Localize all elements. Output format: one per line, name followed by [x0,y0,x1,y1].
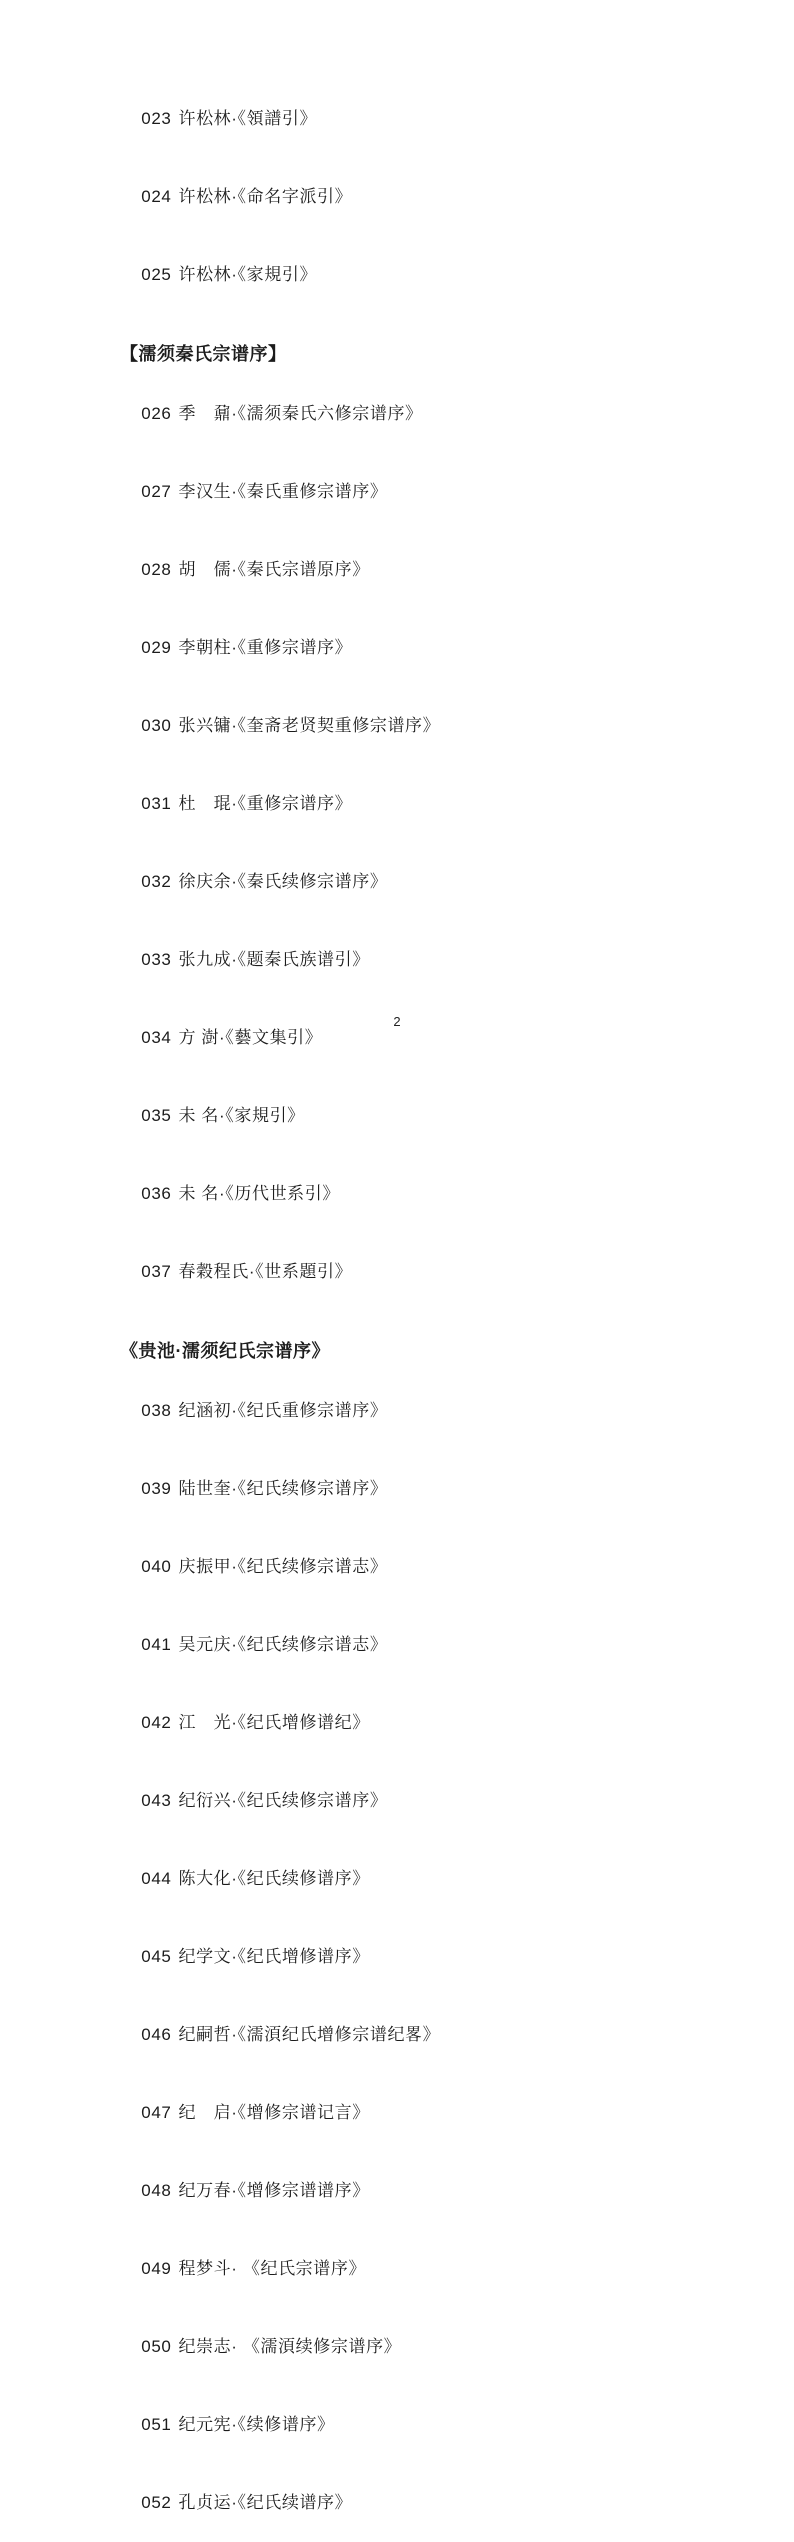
toc-entry [120,1528,724,1606]
toc-entry [120,609,724,687]
entry-title: 《家規引》 [237,265,318,284]
entry-title: 《纪氏续修宗谱序》 [237,1479,388,1498]
toc-entry [120,453,724,531]
entry-separator: · [219,1184,226,1203]
toc-entry [120,1918,724,1996]
toc-entry [120,1233,724,1311]
entry-number: 030 [141,716,172,735]
toc-entry [120,1762,724,1840]
toc-entry [120,1450,724,1528]
entry-title: 《濡湏续修宗谱序》 [242,2337,402,2356]
entry-title: 《纪氏增修谱纪》 [237,1713,370,1732]
toc-entry [120,765,724,843]
entry-number: 036 [141,1184,172,1203]
entry-author: 胡 儒 [178,560,232,579]
toc-entry [120,1372,724,1450]
entry-author: 杜 琨 [178,794,232,813]
entry-title: 《濡须秦氏六修宗谱序》 [237,404,423,423]
entry-number: 048 [141,2181,172,2200]
entry-separator: · [231,1557,238,1576]
toc-entry [120,2464,724,2542]
entry-separator: · [231,2259,243,2278]
section-items [120,1372,724,2542]
entry-author: 纪万春 [178,2181,232,2200]
entry-number: 031 [141,794,172,813]
entry-author: 纪崇志 [178,2337,232,2356]
entry-author: 春穀程氏 [178,1262,249,1281]
toc-entry [120,2152,724,2230]
toc-entry [120,1996,724,2074]
entry-author: 许松林 [178,109,232,128]
entry-title: 《秦氏重修宗谱序》 [237,482,388,501]
entry-separator: · [231,1401,238,1420]
entry-title: 《重修宗谱序》 [237,638,353,657]
toc-section [120,80,724,314]
toc-entry [120,1606,724,1684]
entry-separator: · [231,1479,238,1498]
entry-author: 李朝柱 [178,638,232,657]
entry-author: 吴元庆 [178,1635,232,1654]
toc-entry [120,1840,724,1918]
entry-title: 《增修宗谱记言》 [237,2103,370,2122]
section-items [120,80,724,314]
entry-separator: · [231,560,238,579]
entry-separator: · [231,638,238,657]
entry-separator: · [231,1947,238,1966]
entry-author: 江 光 [178,1713,232,1732]
entry-author: 庆振甲 [178,1557,232,1576]
entry-title: 《重修宗谱序》 [237,794,353,813]
entry-separator: · [231,716,238,735]
entry-number: 040 [141,1557,172,1576]
toc-entry [120,843,724,921]
entry-number: 037 [141,1262,172,1281]
entry-separator: · [231,404,238,423]
toc-entry [120,158,724,236]
entry-number: 035 [141,1106,172,1125]
entry-title: 《纪氏续谱序》 [237,2493,353,2512]
entry-number: 028 [141,560,172,579]
entry-title: 《续修谱序》 [237,2415,335,2434]
entry-author: 纪嗣哲 [178,2025,232,2044]
entry-author: 孔贞运 [178,2493,232,2512]
toc-entry [120,687,724,765]
entry-separator: · [231,265,238,284]
toc-entry [120,999,724,1077]
toc-entry [120,236,724,314]
entry-separator: · [231,2025,238,2044]
entry-author: 纪 启 [178,2103,232,2122]
entry-number: 032 [141,872,172,891]
entry-number: 034 [141,1028,172,1047]
entry-title: 《秦氏续修宗谱序》 [237,872,388,891]
entry-number: 026 [141,404,172,423]
entry-number: 029 [141,638,172,657]
section-heading: 【濡须秦氏宗谱序】 [120,344,287,364]
entry-author: 纪涵初 [178,1401,232,1420]
entry-title: 《家規引》 [225,1106,305,1125]
toc-entry [120,1155,724,1233]
toc-entry [120,1684,724,1762]
entry-number: 038 [141,1401,172,1420]
entry-separator: · [231,1791,238,1810]
entry-number: 045 [141,1947,172,1966]
toc-section [120,340,724,1311]
toc-section [120,1337,724,2542]
entry-title: 《纪氏续修谱序》 [237,1869,370,1888]
entry-separator: · [231,2181,238,2200]
section-heading: 《贵池·濡须纪氏宗谱序》 [120,1341,330,1361]
entry-author: 方 澍 [178,1028,219,1047]
entry-author: 陆世奎 [178,1479,232,1498]
entry-number: 044 [141,1869,172,1888]
entry-separator: · [231,794,238,813]
entry-number: 023 [141,109,172,128]
entry-title: 《世系題引》 [255,1262,353,1281]
entry-author: 纪衍兴 [178,1791,232,1810]
entry-author: 李汉生 [178,482,232,501]
section-items [120,375,724,1311]
entry-separator: · [231,2103,238,2122]
entry-author: 季 鼐 [178,404,232,423]
entry-separator: · [231,1635,238,1654]
entry-title: 《藝文集引》 [225,1028,323,1047]
toc-entry [120,531,724,609]
toc-entry [120,1077,724,1155]
entry-title: 《濡湏纪氏增修宗谱纪畧》 [237,2025,441,2044]
toc-entry [120,2230,724,2308]
entry-separator: · [248,1262,256,1281]
entry-separator: · [231,482,238,501]
entry-author: 张兴镛 [178,716,232,735]
entry-author: 纪元宪 [178,2415,232,2434]
entry-author: 未 名 [178,1184,219,1203]
entry-title: 《纪氏续修宗谱志》 [237,1635,388,1654]
entry-number: 046 [141,2025,172,2044]
toc-entry [120,375,724,453]
entry-number: 052 [141,2493,172,2512]
entry-author: 张九成 [178,950,232,969]
entry-title: 《题秦氏族谱引》 [237,950,370,969]
entry-separator: · [219,1106,226,1125]
entry-separator: · [231,2493,238,2512]
entry-separator: · [231,2337,243,2356]
entry-number: 039 [141,1479,172,1498]
entry-author: 程梦斗 [178,2259,232,2278]
entry-number: 050 [141,2337,172,2356]
entry-separator: · [231,109,238,128]
toc-entry [120,921,724,999]
entry-separator: · [231,187,238,206]
page-number: 2 [393,1014,401,1029]
entry-title: 《命名字派引》 [237,187,353,206]
entry-title: 《增修宗谱谱序》 [237,2181,370,2200]
entry-title: 《纪氏续修宗谱序》 [237,1791,388,1810]
entry-title: 《纪氏续修宗谱志》 [237,1557,388,1576]
entry-author: 未 名 [178,1106,219,1125]
entry-author: 许松林 [178,187,232,206]
toc-entry [120,2386,724,2464]
toc-content [120,80,724,2542]
toc-entry [120,80,724,158]
entry-author: 徐庆余 [178,872,232,891]
entry-author: 许松林 [178,265,232,284]
entry-separator: · [231,1869,238,1888]
entry-separator: · [231,2415,238,2434]
entry-title: 《領譜引》 [237,109,318,128]
entry-number: 043 [141,1791,172,1810]
entry-number: 049 [141,2259,172,2278]
entry-title: 《奎斋老贤契重修宗谱序》 [237,716,441,735]
entry-author: 陈大化 [178,1869,232,1888]
entry-title: 《历代世系引》 [225,1184,340,1203]
entry-number: 042 [141,1713,172,1732]
entry-title: 《纪氏宗谱序》 [242,2259,367,2278]
entry-number: 051 [141,2415,172,2434]
entry-number: 024 [141,187,172,206]
entry-number: 025 [141,265,172,284]
entry-number: 047 [141,2103,172,2122]
entry-separator: · [231,950,238,969]
entry-number: 041 [141,1635,172,1654]
entry-title: 《纪氏增修谱序》 [237,1947,370,1966]
entry-author: 纪学文 [178,1947,232,1966]
entry-separator: · [231,872,238,891]
entry-number: 033 [141,950,172,969]
entry-title: 《纪氏重修宗谱序》 [237,1401,388,1420]
entry-separator: · [231,1713,238,1732]
toc-entry [120,2308,724,2386]
entry-separator: · [219,1028,226,1047]
entry-number: 027 [141,482,172,501]
entry-title: 《秦氏宗谱原序》 [237,560,370,579]
toc-entry [120,2074,724,2152]
